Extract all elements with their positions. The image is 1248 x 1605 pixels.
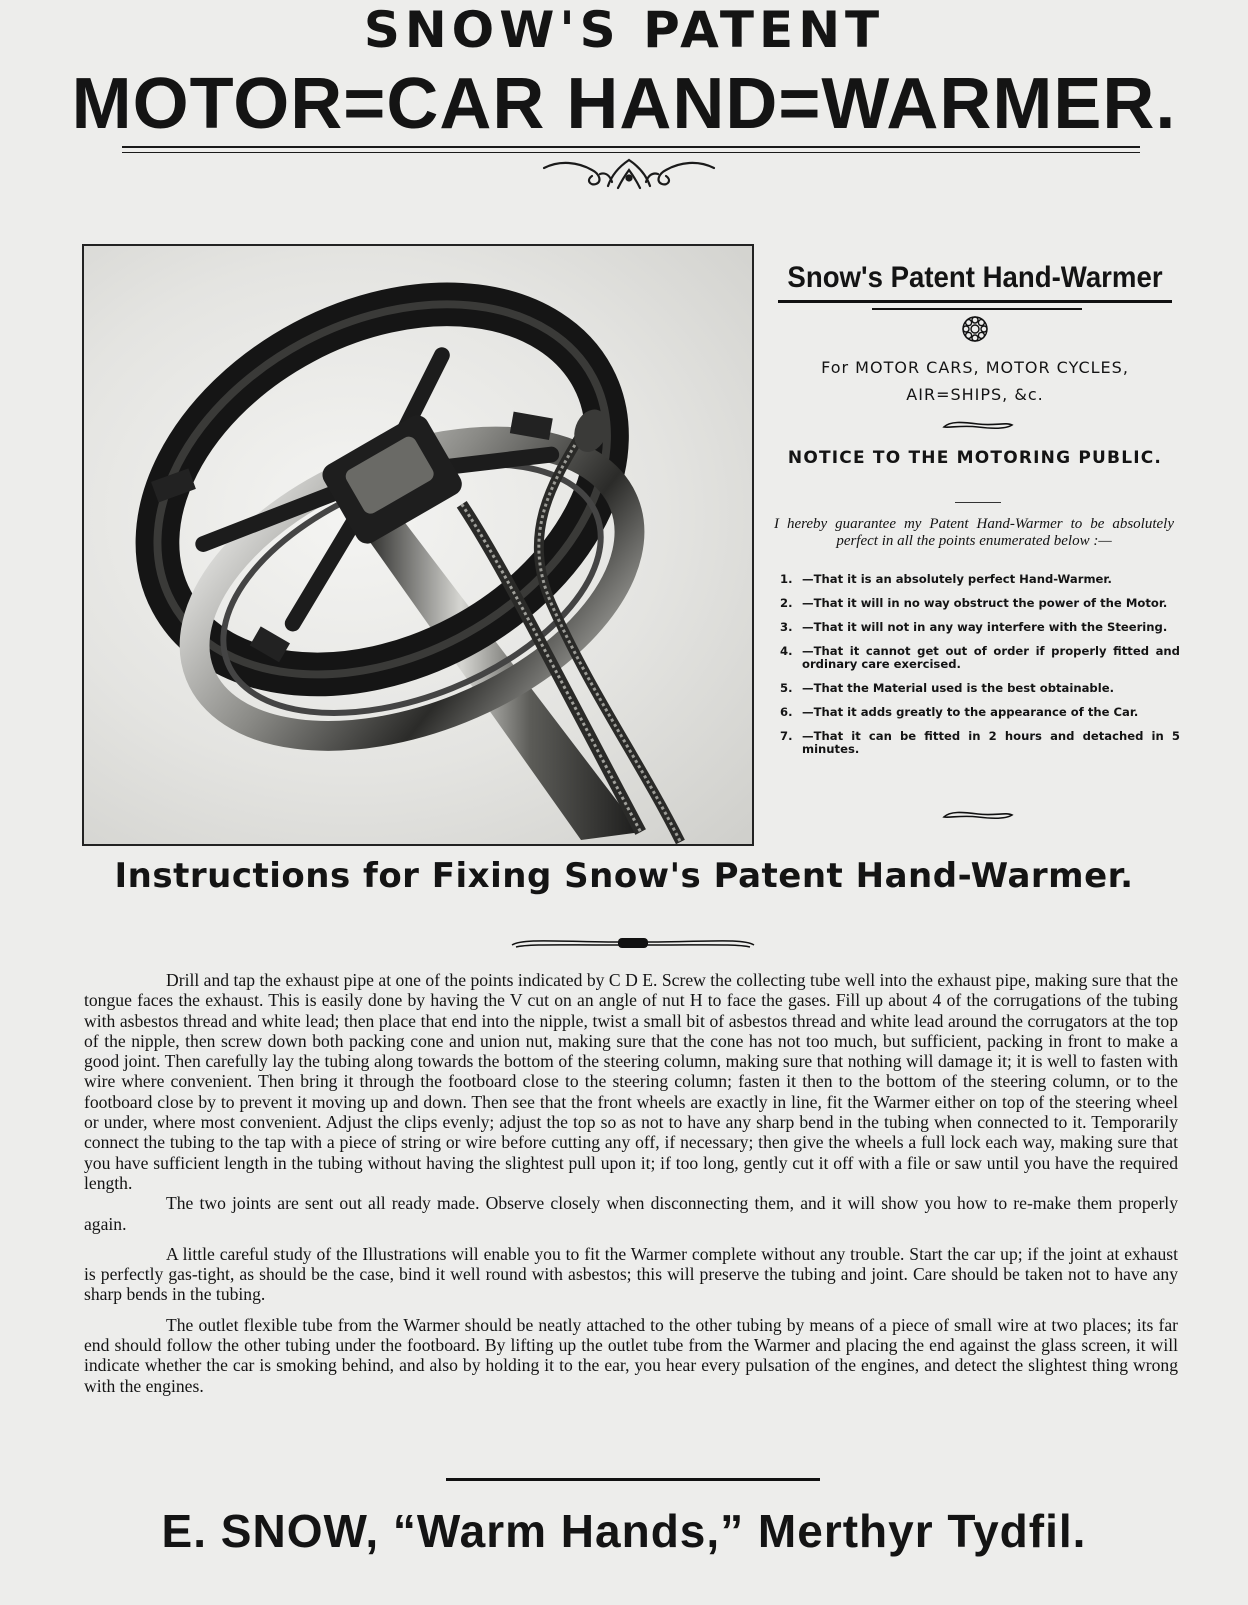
sidebar-title-rule — [778, 300, 1172, 303]
list-item: 5. —That the Material used is the best obtainable. — [780, 681, 1114, 695]
list-item: 6. —That it adds greatly to the appearance of the Car. — [780, 705, 1139, 719]
list-item: 3. —That it will not in any way interfere with the Steering. — [780, 620, 1168, 634]
sidebar-title-rule-short — [872, 308, 1082, 310]
applications-line1: For MOTOR CARS, MOTOR CYCLES, — [821, 358, 1129, 377]
bar-ornament-icon — [508, 934, 758, 952]
steering-wheel-hand-warmer-photograph — [84, 246, 752, 844]
list-item: 7. —That it can be fitted in 2 hours and detached in 5 minutes. — [780, 729, 1180, 756]
rosette-icon — [960, 314, 990, 344]
guarantee-text: I hereby guarantee my Patent Hand-Warmer to be absolutely perfect in all the points enumerated below :— — [774, 516, 1174, 549]
hand-warmer-photo — [82, 244, 754, 846]
notice-rule — [955, 502, 1001, 503]
applications-line2: AIR=SHIPS, &c. — [906, 385, 1044, 404]
instructions-paragraph: Drill and tap the exhaust pipe at one of the points indicated by C D E. Screw the collecting tube well into the exhaust pipe, making sure that the tongue faces the exhaust. This is easily done by having the V cut on an angle of nut H to face the gases. Fill up about 4 of the corrugations of the tubing with asbestos thread and white lead; then place that end into the nipple, twist a small bit of asbestos thread and white lead around the corrugators at the top of the nipple, then screw down both packing cone and union nut, making sure that the cone has not too much, but sufficient, packing in front to make a good joint. Then carefully lay the tubing along towards the bottom of the steering column, making sure that nothing will damage it; it is well to fasten with wire where convenient. Then bring it through the footboard close to the steering column; fasten it then to the bottom of the steering column, or to the footboard close by to prevent it moving up and down. Then see that the front wheels are exactly in line, fit the Warmer either on top of the steering wheel or under, where most convenient. Adjust the clips evenly; adjust the top so as not to have any sharp bend in the tubing when connected to it. Temporarily connect the tubing to the tap with a piece of string or wire before cutting any off, if necessary; then give the wheels a full lock each way, making sure that you have sufficient length in the tubing without having the slightest pull upon it; if too long, gently cut it off with a file or saw until you have the required length. — [84, 970, 1178, 1193]
sidebar-title: Snow's Patent Hand-Warmer — [787, 261, 1163, 294]
instructions-title: Instructions for Fixing Snow's Patent Hand-Warmer. — [114, 856, 1134, 896]
masthead-line2: MOTOR=CAR HAND=WARMER. — [71, 64, 1177, 144]
list-item: 4. —That it cannot get out of order if properly fitted and ordinary care exercised. — [780, 644, 1180, 671]
applications-text — [770, 354, 1180, 408]
instructions-paragraph: The two joints are sent out all ready made. Observe closely when disconnecting them, and it will show you how to re-make them properly again. — [84, 1193, 1178, 1234]
swash-divider-icon — [940, 808, 1016, 822]
instructions-paragraph: A little careful study of the Illustrations will enable you to fit the Warmer complete without any trouble. Start the car up; if the joint at exhaust is perfectly gas-tight, as should be the case, bind it well round with asbestos; this will preserve the tubing and joint. Care should be taken not to have any sharp bends in the tubing. — [84, 1243, 1178, 1305]
notice-heading: NOTICE TO THE MOTORING PUBLIC. — [787, 448, 1163, 468]
swash-divider-icon — [940, 418, 1016, 432]
scroll-ornament-icon — [540, 152, 718, 194]
list-item: 2. —That it will in no way obstruct the power of the Motor. — [780, 596, 1168, 610]
footer-signature: E. SNOW, “Warm Hands,” Merthyr Tydfil. — [161, 1505, 1087, 1557]
footer-rule — [446, 1478, 820, 1481]
masthead-line1: SNOW'S PATENT — [363, 1, 885, 59]
instructions-body — [84, 970, 1178, 1396]
guarantee-points — [780, 573, 1180, 767]
instructions-paragraph: The outlet flexible tube from the Warmer should be neatly attached to the other tubing by means of a piece of small wire at two places; its far end should follow the other tubing under the footboard. By lifting up the outlet tube from the Warmer and placing the end against the glass screen, it will indicate whether the car is smoking behind, and also by holding it to the ear, you hear every pulsation of the engines, and detect the slightest thing wrong with the engines. — [84, 1314, 1178, 1396]
list-item: 1. —That it is an absolutely perfect Hand-Warmer. — [780, 572, 1112, 586]
